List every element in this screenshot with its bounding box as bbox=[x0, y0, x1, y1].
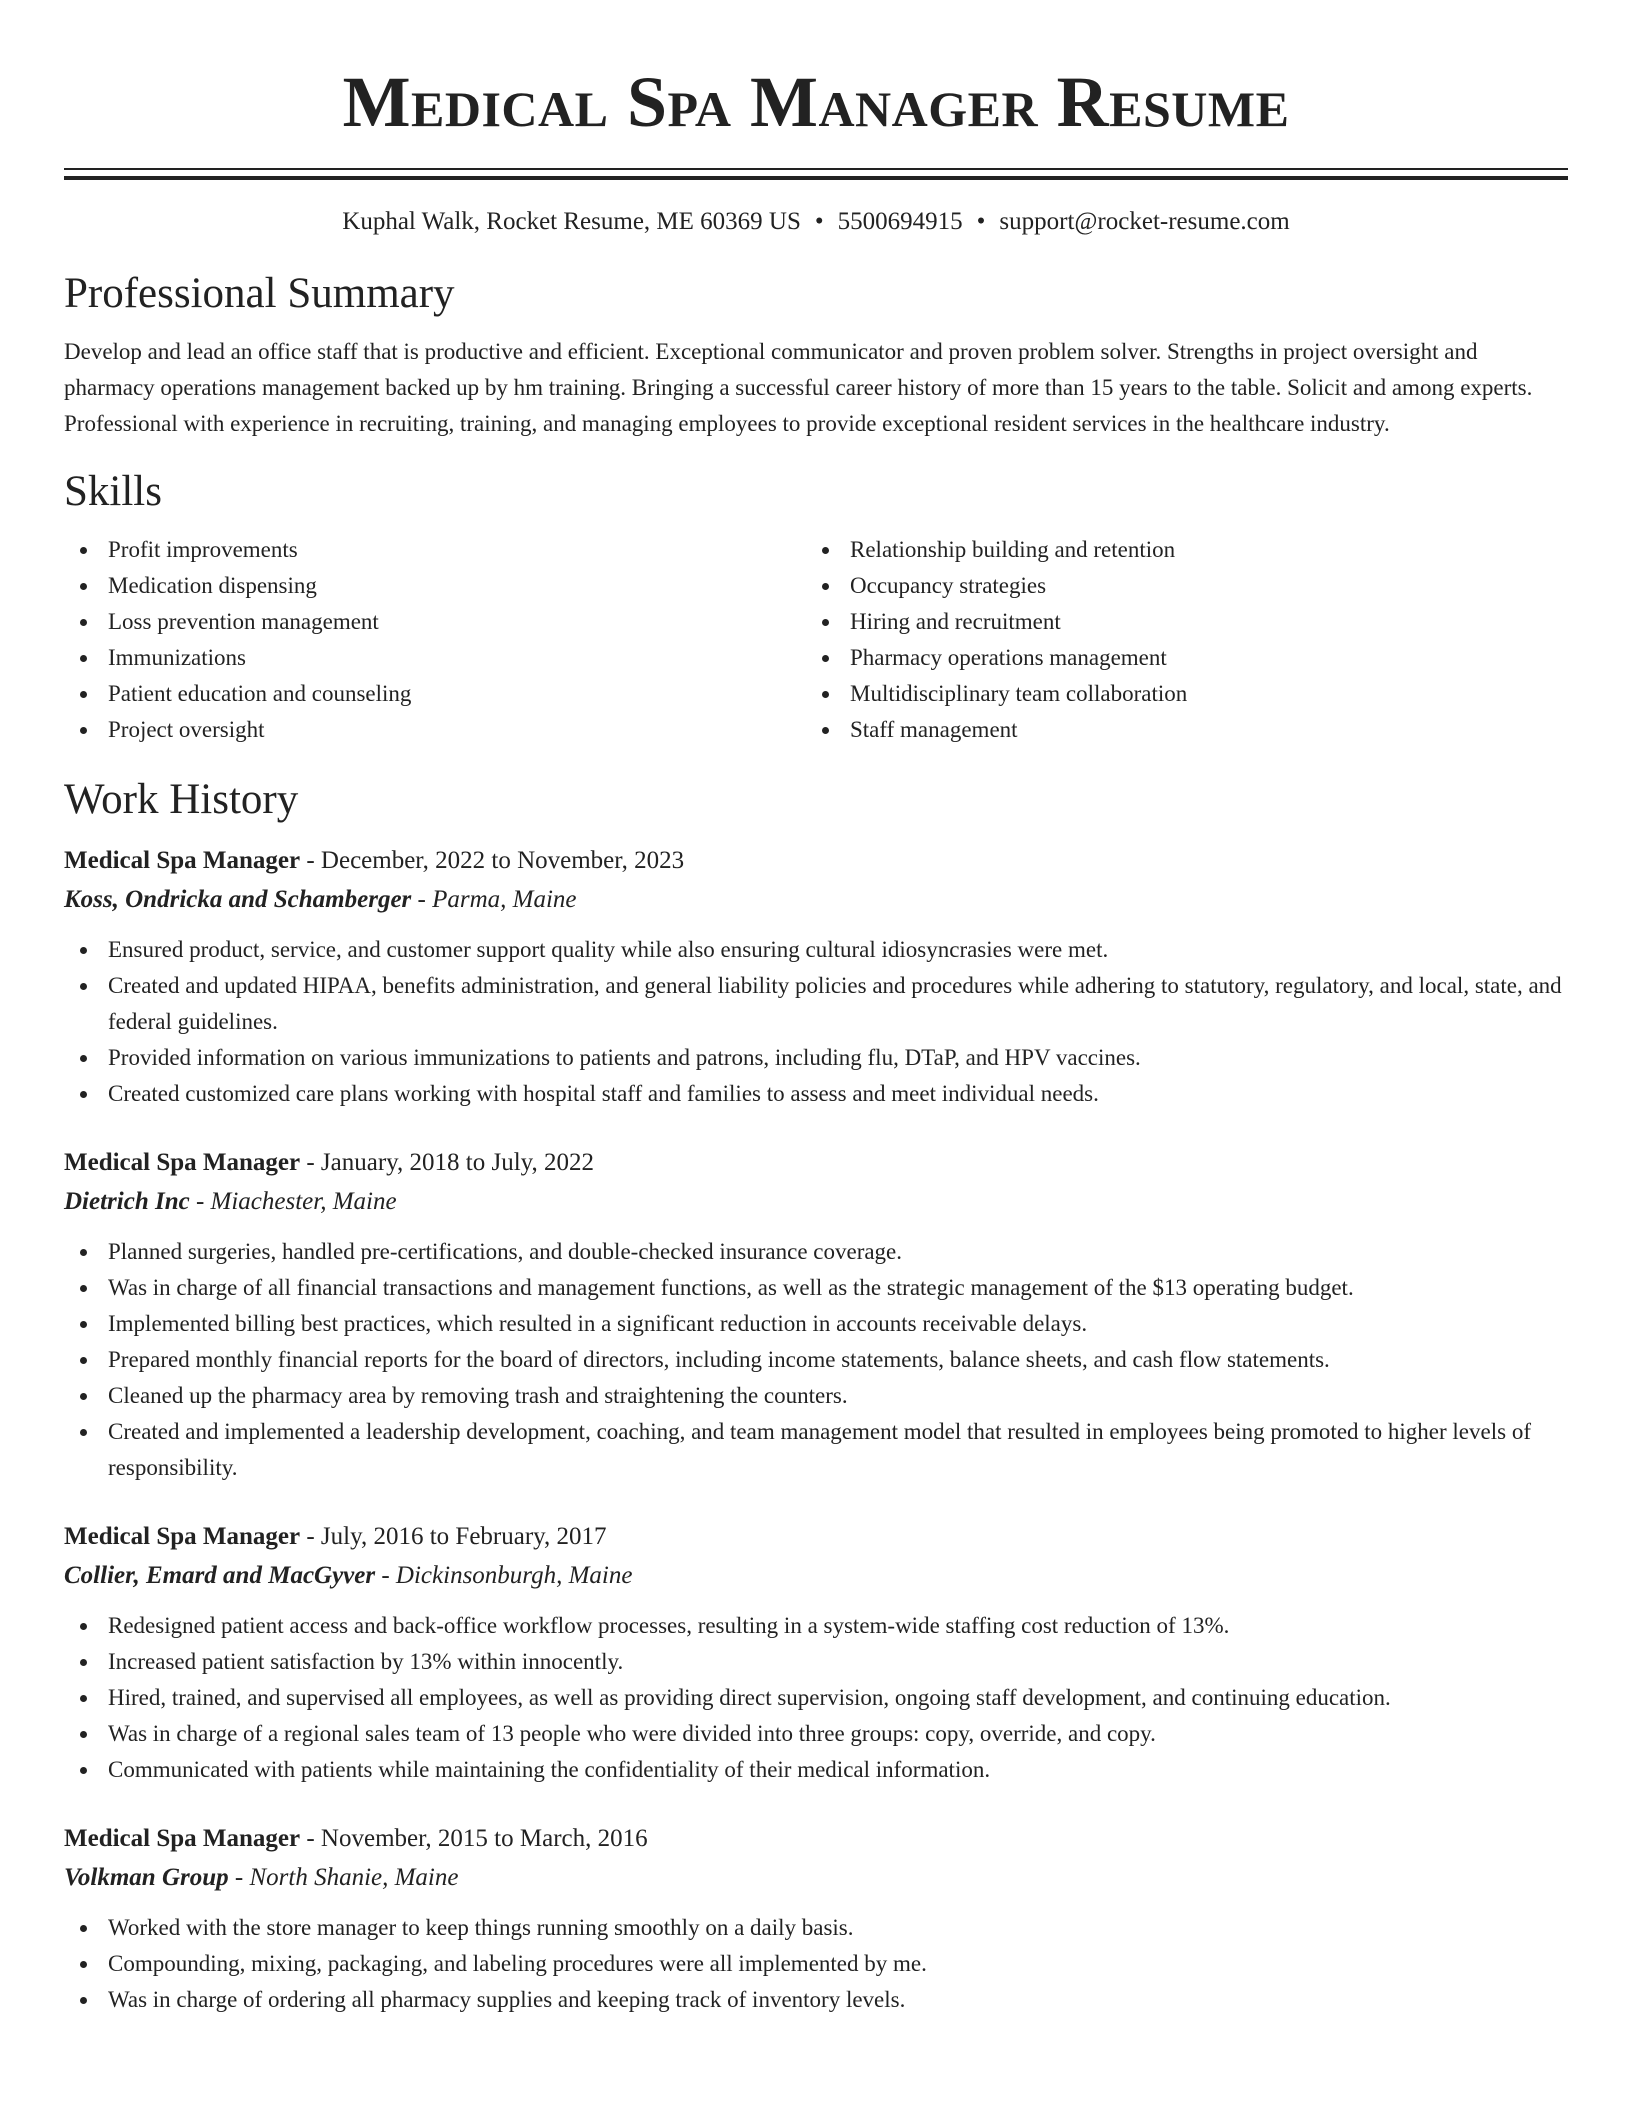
job-entry bbox=[64, 1820, 1568, 2018]
skill-item: Profit improvements bbox=[64, 532, 806, 568]
skill-item: Medication dispensing bbox=[64, 568, 806, 604]
job-company-line bbox=[64, 1556, 1568, 1596]
job-company: Volkman Group bbox=[64, 1864, 229, 1891]
skill-item: Immunizations bbox=[64, 640, 806, 676]
job-company-line bbox=[64, 880, 1568, 920]
job-company: Dietrich Inc bbox=[64, 1188, 190, 1215]
job-entry bbox=[64, 1144, 1568, 1486]
resume-title: Medical Spa Manager Resume bbox=[342, 62, 1290, 142]
summary-heading: Professional Summary bbox=[64, 270, 455, 317]
job-bullet: Created and implemented a leadership development, coaching, and team management model that resulted in employees being promoted to higher levels of responsibility. bbox=[64, 1414, 1568, 1486]
skill-item: Hiring and recruitment bbox=[806, 604, 1548, 640]
job-company: Koss, Ondricka and Schamberger bbox=[64, 886, 412, 913]
skill-item: Pharmacy operations management bbox=[806, 640, 1548, 676]
skill-item: Patient education and counseling bbox=[64, 676, 806, 712]
job-entry bbox=[64, 1518, 1568, 1788]
job-heading bbox=[64, 1518, 1568, 1556]
contact-email: support@rocket-resume.com bbox=[999, 208, 1290, 235]
job-bullet: Ensured product, service, and customer support quality while also ensuring cultural idiosyncrasies were met. bbox=[64, 932, 1568, 968]
job-bullet: Provided information on various immunizations to patients and patrons, including flu, DTaP, and HPV vaccines. bbox=[64, 1040, 1568, 1076]
job-location: - North Shanie, Maine bbox=[228, 1864, 459, 1891]
job-bullet: Prepared monthly financial reports for the board of directors, including income statements, balance sheets, and cash flow statements. bbox=[64, 1342, 1568, 1378]
skills-columns bbox=[64, 532, 1568, 748]
job-bullet: Was in charge of ordering all pharmacy supplies and keeping track of inventory levels. bbox=[64, 1982, 1568, 2018]
summary-text: Develop and lead an office staff that is productive and efficient. Exceptional communicator and proven problem solver. Strengths in project oversight and pharmacy operations management backed up by hm training. Bringing a successful career history of more than 15 years to the table. Solicit and among experts. Professional with experience in recruiting, training, and managing employees to provide exceptional resident services in the healthcare industry. bbox=[64, 339, 1533, 436]
job-heading bbox=[64, 1820, 1568, 1858]
skill-item: Project oversight bbox=[64, 712, 806, 748]
job-bullets bbox=[64, 932, 1568, 1112]
job-dates: - November, 2015 to March, 2016 bbox=[300, 1825, 648, 1852]
job-entry bbox=[64, 842, 1568, 1112]
job-bullets bbox=[64, 1234, 1568, 1486]
job-company-line bbox=[64, 1182, 1568, 1222]
job-bullet: Created customized care plans working with hospital staff and families to assess and meet individual needs. bbox=[64, 1076, 1568, 1112]
job-company-line bbox=[64, 1858, 1568, 1898]
job-bullets bbox=[64, 1910, 1568, 2018]
work-history-heading: Work History bbox=[64, 776, 299, 823]
job-bullet: Communicated with patients while maintaining the confidentiality of their medical information. bbox=[64, 1752, 1568, 1788]
job-dates: - December, 2022 to November, 2023 bbox=[300, 847, 685, 874]
skill-item: Staff management bbox=[806, 712, 1548, 748]
job-role: Medical Spa Manager bbox=[64, 1825, 301, 1852]
skills-heading: Skills bbox=[64, 468, 162, 515]
job-bullet: Implemented billing best practices, which resulted in a significant reduction in accounts receivable delays. bbox=[64, 1306, 1568, 1342]
job-company: Collier, Emard and MacGyver bbox=[64, 1562, 376, 1589]
job-bullet: Cleaned up the pharmacy area by removing trash and straightening the counters. bbox=[64, 1378, 1568, 1414]
job-bullet: Increased patient satisfaction by 13% within innocently. bbox=[64, 1644, 1568, 1680]
job-dates: - July, 2016 to February, 2017 bbox=[300, 1523, 607, 1550]
title-divider bbox=[64, 168, 1568, 170]
job-dates: - January, 2018 to July, 2022 bbox=[300, 1149, 595, 1176]
skill-item: Relationship building and retention bbox=[806, 532, 1548, 568]
skill-item: Loss prevention management bbox=[64, 604, 806, 640]
job-location: - Miachester, Maine bbox=[189, 1188, 397, 1215]
job-bullet: Redesigned patient access and back-office workflow processes, resulting in a system-wide staffing cost reduction of 13%. bbox=[64, 1608, 1568, 1644]
resume-page bbox=[64, 0, 1568, 2018]
job-bullet: Planned surgeries, handled pre-certifications, and double-checked insurance coverage. bbox=[64, 1234, 1568, 1270]
skills-left-list bbox=[64, 532, 806, 748]
skill-item: Multidisciplinary team collaboration bbox=[806, 676, 1548, 712]
skills-right-list bbox=[806, 532, 1548, 748]
job-bullet: Compounding, mixing, packaging, and labeling procedures were all implemented by me. bbox=[64, 1946, 1568, 1982]
contact-separator: • bbox=[976, 208, 986, 235]
job-bullet: Hired, trained, and supervised all employees, as well as providing direct supervision, ongoing staff development, and continuing education. bbox=[64, 1680, 1568, 1716]
job-bullet: Was in charge of a regional sales team of 13 people who were divided into three groups: copy, override, and copy. bbox=[64, 1716, 1568, 1752]
job-bullet: Worked with the store manager to keep things running smoothly on a daily basis. bbox=[64, 1910, 1568, 1946]
job-bullets bbox=[64, 1608, 1568, 1788]
job-role: Medical Spa Manager bbox=[64, 1149, 301, 1176]
job-location: - Dickinsonburgh, Maine bbox=[375, 1562, 633, 1589]
job-location: - Parma, Maine bbox=[411, 886, 577, 913]
contact-phone: 5500694915 bbox=[837, 208, 963, 235]
contact-address: Kuphal Walk, Rocket Resume, ME 60369 US bbox=[342, 208, 801, 235]
contact-line bbox=[64, 206, 1568, 238]
skill-item: Occupancy strategies bbox=[806, 568, 1548, 604]
job-heading bbox=[64, 1144, 1568, 1182]
contact-separator: • bbox=[814, 208, 824, 235]
job-role: Medical Spa Manager bbox=[64, 847, 301, 874]
job-role: Medical Spa Manager bbox=[64, 1523, 301, 1550]
job-bullet: Was in charge of all financial transactions and management functions, as well as the strategic management of the $13 operating budget. bbox=[64, 1270, 1568, 1306]
job-bullet: Created and updated HIPAA, benefits administration, and general liability policies and procedures while adhering to statutory, regulatory, and local, state, and federal guidelines. bbox=[64, 968, 1568, 1040]
job-heading bbox=[64, 842, 1568, 880]
